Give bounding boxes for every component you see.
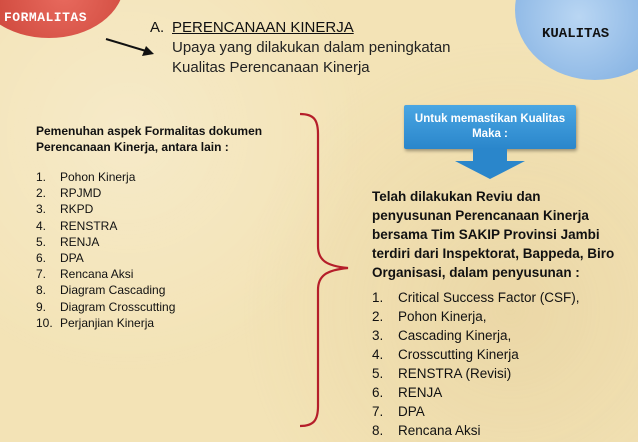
heading-subtitle-line1: Upaya yang dilakukan dalam peningkatan: [172, 39, 451, 56]
callout-line1: Untuk memastikan Kualitas: [414, 113, 566, 125]
list-item: [372, 307, 634, 326]
callout-box: [404, 105, 576, 149]
formalitas-intro-line2: Perencanaan Kinerja, antara lain :: [36, 140, 229, 154]
list-item-text: Rencana Aksi: [398, 423, 481, 438]
right-brace-icon: [298, 110, 358, 430]
formalitas-intro-line1: Pemenuhan aspek Formalitas dokumen: [36, 124, 263, 138]
kualitas-intro-line: penyusunan Perencanaan Kinerja: [372, 208, 589, 223]
list-item: [372, 421, 634, 440]
list-item-text: Pohon Kinerja,: [398, 309, 487, 324]
section-heading: [150, 18, 451, 78]
list-item-number: 1.: [372, 290, 384, 305]
kualitas-intro-line: terdiri dari Inspektorat, Bappeda, Biro: [372, 246, 615, 261]
list-item-text: Perjanjian Kinerja: [60, 315, 155, 330]
list-item: [372, 345, 634, 364]
list-item-number: 1.: [36, 170, 47, 184]
pointer-arrow-icon: [104, 36, 156, 58]
callout-line2: Maka :: [472, 128, 508, 140]
kualitas-intro-line: bersama Tim SAKIP Provinsi Jambi: [372, 227, 600, 242]
kualitas-intro: [372, 187, 634, 282]
kualitas-intro-line: Telah dilakukan Reviu dan: [372, 189, 541, 204]
kualitas-intro-line: Organisasi, dalam penyusunan :: [372, 265, 580, 280]
list-item: [372, 364, 634, 383]
list-item-text: Critical Success Factor (CSF),: [398, 290, 580, 305]
list-item-text: RENJA: [398, 385, 443, 400]
list-item-number: 7.: [36, 267, 47, 282]
list-item-text: DPA: [60, 250, 84, 265]
list-item-text: RENSTRA: [60, 218, 118, 233]
heading-title: PERENCANAAN KINERJA: [172, 19, 354, 36]
list-item: [36, 201, 276, 217]
kualitas-block: [372, 187, 634, 440]
heading-line: [150, 18, 451, 38]
list-item-number: 4.: [372, 347, 384, 362]
list-item-number: 5.: [372, 366, 384, 381]
list-item-number: 3.: [36, 202, 47, 217]
list-item-text: Rencana Aksi: [60, 267, 134, 282]
list-item: [372, 402, 634, 421]
down-arrow-icon: [451, 149, 529, 181]
list-item-number: 2.: [372, 309, 384, 324]
list-item-text: Pohon Kinerja: [60, 170, 136, 184]
list-item-text: Cascading Kinerja,: [398, 328, 512, 343]
list-item-text: Diagram Cascading: [60, 283, 166, 298]
list-item: [36, 169, 276, 185]
list-item-text: DPA: [398, 404, 425, 419]
list-item: [36, 185, 276, 201]
formalitas-block: [36, 123, 276, 331]
formalitas-intro: [36, 123, 276, 155]
list-item: [372, 288, 634, 307]
formalitas-label: FORMALITAS: [4, 10, 88, 25]
list-item-number: 5.: [36, 234, 47, 249]
kualitas-label: KUALITAS: [542, 26, 610, 42]
list-item-number: 3.: [372, 328, 384, 343]
heading-letter: A.: [150, 19, 165, 36]
heading-subtitle-line2: Kualitas Perencanaan Kinerja: [172, 59, 370, 76]
formalitas-list: [36, 169, 276, 331]
list-item: [36, 234, 276, 250]
kualitas-list: [372, 288, 634, 440]
list-item-number: 7.: [372, 404, 384, 419]
list-item-text: RKPD: [60, 202, 94, 217]
list-item-text: Crosscutting Kinerja: [398, 347, 519, 362]
list-item-number: 8.: [36, 283, 47, 298]
list-item: [36, 250, 276, 266]
list-item: [36, 218, 276, 234]
list-item-text: RPJMD: [60, 186, 102, 201]
list-item-number: 2.: [36, 186, 47, 201]
list-item-number: 8.: [372, 423, 384, 438]
list-item-number: 4.: [36, 218, 47, 233]
list-item-text: RENJA: [60, 234, 100, 249]
list-item-number: 10.: [36, 315, 53, 330]
list-item: [36, 266, 276, 282]
list-item: [372, 383, 634, 402]
list-item: [36, 282, 276, 298]
list-item-text: Diagram Crosscutting: [60, 299, 176, 314]
list-item-number: 6.: [372, 385, 384, 400]
list-item: [372, 326, 634, 345]
list-item: [36, 299, 276, 315]
list-item-number: 9.: [36, 299, 47, 314]
list-item-text: RENSTRA (Revisi): [398, 366, 512, 381]
list-item-number: 6.: [36, 250, 47, 265]
list-item: [36, 315, 276, 331]
